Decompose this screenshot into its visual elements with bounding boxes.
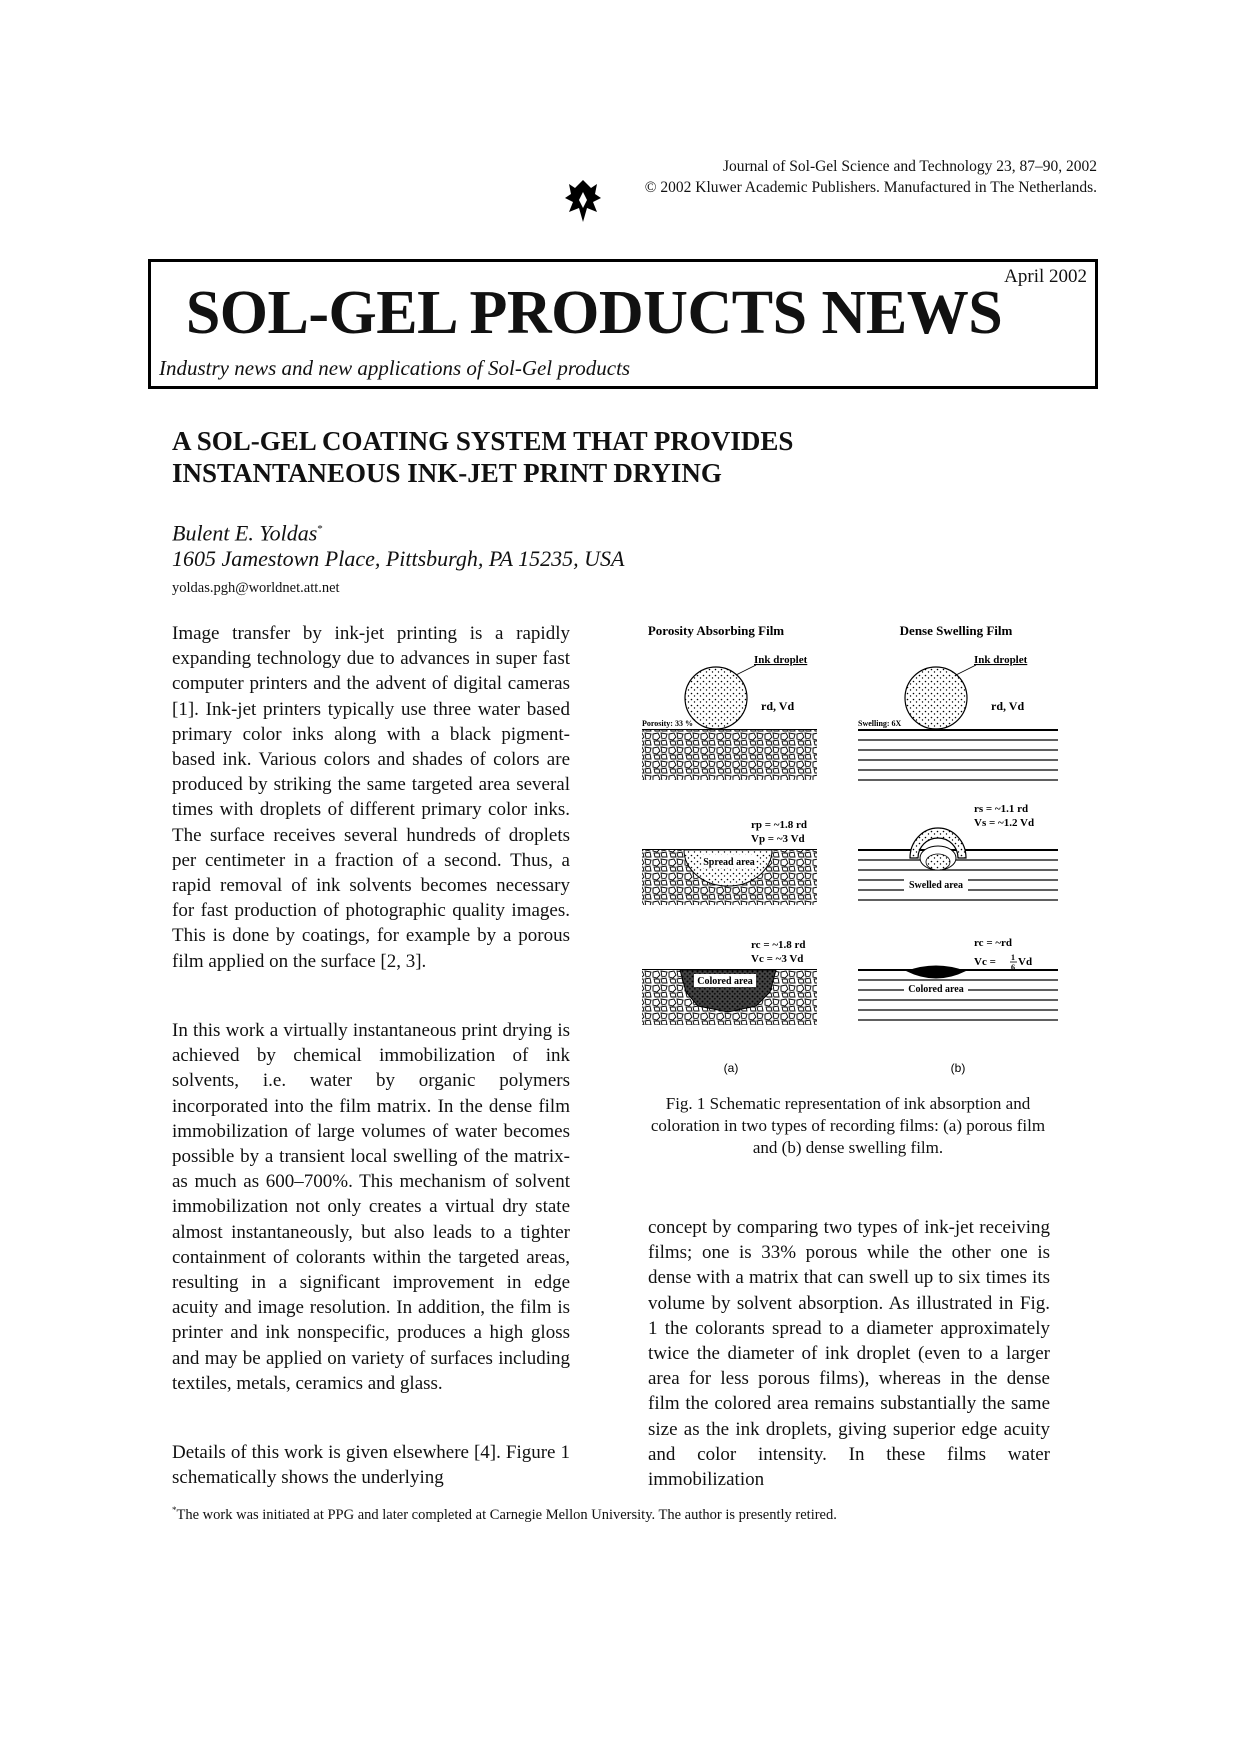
masthead-subtitle: Industry news and new applications of Sol-Gel products <box>159 356 631 380</box>
droplet-params-right: rd, Vd <box>991 699 1025 713</box>
body-paragraph: concept by comparing two types of ink-jet receiving films; one is 33% porous while the other one is dense with a matrix that can swell up to six times its volume by solvent absorption. As illustrated in Fig. 1 the colorants spread to a diameter approximately twice the diameter of ink droplet (even to a larger area for less porous films), whereas in the dense film the colored area remains substantially the same size as the ink droplets, giving superior edge acuity and color intensity. In these films water immobilization <box>648 1217 1050 1491</box>
ink-droplet-label-left: Ink droplet <box>754 654 808 666</box>
swell-params-v: Vs = ~1.2 Vd <box>974 817 1035 829</box>
figure-1-schematic <box>636 620 1061 1080</box>
left-column-heading: Porosity Absorbing Film <box>647 623 785 638</box>
footnote-text: The work was initiated at PPG and later completed at Carnegie Mellon University. The author is presently retired. <box>176 1506 837 1523</box>
author-name <box>172 515 323 547</box>
spread-params-v: Vp = ~3 Vd <box>751 833 805 845</box>
author-address: 1605 Jamestown Place, Pittsburgh, PA 15235, USA <box>172 546 625 571</box>
figure-caption: Fig. 1 Schematic representation of ink absorption and coloration in two types of recording films: (a) porous film and (b) dense swelling film. <box>650 1094 1046 1157</box>
colored-right-v-num: 1 <box>1011 953 1015 962</box>
journal-header <box>645 156 1097 198</box>
footnote <box>172 1505 837 1524</box>
colored-right-v: Vc = <box>974 956 996 968</box>
colored-area-label-left: Colored area <box>697 976 753 987</box>
publisher-logo-icon <box>565 178 601 224</box>
body-paragraph: In this work a virtually instantaneous print drying is achieved by chemical immobilization of ink solvents, i.e. water by organic polymers incorporated into the film matrix. In the dense film immobilization of large volumes of water becomes possible by a transient local swelling of the matrix-as much as 600–700%. This mechanism of solvent immobilization not only creates a virtual dry state almost instantaneously, but also leads to a tighter containment of colorants within the targeted areas, resulting in a significant improvement in edge acuity and image resolution. In addition, the film is printer and ink nonspecific, produces a high gloss and may be applied on variety of surfaces including textiles, metals, ceramics and glass. <box>172 1020 570 1394</box>
swelling-label: Swelling: 6X <box>858 719 902 728</box>
colored-area-dense <box>906 966 966 979</box>
panel-a-label: (a) <box>723 1061 739 1075</box>
spread-area-label: Spread area <box>703 857 755 868</box>
article-title <box>172 425 972 489</box>
swelled-area-label: Swelled area <box>909 880 963 891</box>
body-paragraph: Image transfer by ink-jet printing is a rapidly expanding technology due to advances in super fast computer printers and the advent of digital cameras [1]. Ink-jet printers typically use three water based primary color inks along with a black pigment-based ink. Various colors and shades of colors are produced by striking the same targeted area several times with droplets of different primary color inks. The surface receives several hundreds of droplets per centimeter in a fraction of a second. Thus, a rapid removal of ink solvents becomes necessary for fast production of photographic quality images. This is done by coatings, for example by a porous film applied on the surface [2, 3]. <box>172 623 570 972</box>
author-footnote-mark: * <box>317 523 323 535</box>
colored-left-r: rc = ~1.8 rd <box>751 939 806 951</box>
author-name-text: Bulent E. Yoldas <box>172 520 318 546</box>
ink-droplet-label-right: Ink droplet <box>974 654 1028 666</box>
journal-citation: Journal of Sol-Gel Science and Technology 23, 87–90, 2002 <box>722 158 1097 175</box>
ink-droplet-right <box>905 667 967 729</box>
copyright-line: © 2002 Kluwer Academic Publishers. Manufactured in The Netherlands. <box>644 179 1097 196</box>
panel-b-label: (b) <box>950 1061 966 1075</box>
colored-right-r: rc = ~rd <box>974 937 1013 949</box>
masthead-title: SOL-GEL PRODUCTS NEWS <box>185 279 1003 347</box>
article-title-line2: INSTANTANEOUS INK-JET PRINT DRYING <box>172 458 722 488</box>
masthead-box <box>148 259 1098 389</box>
author-email: yoldas.pgh@worldnet.att.net <box>172 580 340 596</box>
droplet-params-left: rd, Vd <box>761 699 795 713</box>
right-column-heading: Dense Swelling Film <box>899 623 1013 638</box>
ink-droplet-left <box>685 667 747 729</box>
colored-left-v: Vc = ~3 Vd <box>751 953 804 965</box>
body-paragraph: Details of this work is given elsewhere [4]. Figure 1 schematically shows the underlying <box>172 1442 570 1489</box>
colored-area-label-right: Colored area <box>908 984 964 995</box>
porosity-label: Porosity: 33 % <box>642 719 693 728</box>
dense-film-layer <box>858 730 1058 780</box>
spread-params-r: rp = ~1.8 rd <box>751 819 807 831</box>
porous-film-layer <box>642 730 817 780</box>
colored-right-v-suffix: Vd <box>1018 956 1033 968</box>
article-title-line1: A SOL-GEL COATING SYSTEM THAT PROVIDES <box>172 426 794 456</box>
footnote-mark: * <box>172 1505 177 1515</box>
swell-params-r: rs = ~1.1 rd <box>974 803 1029 815</box>
colored-right-v-den: 6 <box>1011 963 1015 972</box>
masthead-date: April 2002 <box>1004 266 1087 287</box>
